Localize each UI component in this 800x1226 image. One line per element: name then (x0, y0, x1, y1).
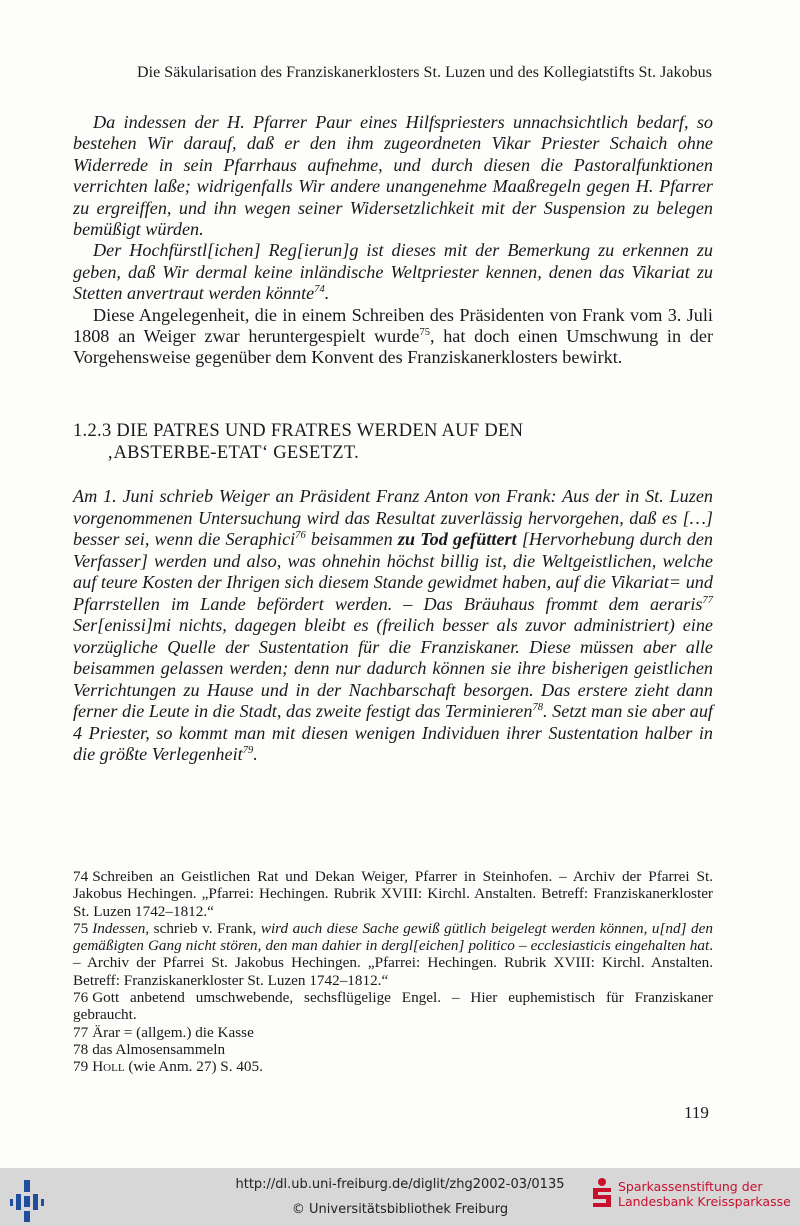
sparkasse-logo-icon[interactable] (590, 1176, 614, 1210)
footnote-79 (73, 1058, 713, 1075)
footnote-76 (73, 989, 713, 1024)
footnote-number: 76 (73, 989, 89, 1007)
sponsor-text[interactable] (618, 1180, 791, 1209)
footnote-75 (73, 920, 713, 989)
upper-text-block (73, 112, 713, 369)
section-heading-line-2: ‚ABSTERBE-ETAT‘ GESETZT. (107, 443, 360, 463)
footnote-74 (73, 868, 713, 920)
footnote-number: 74 (73, 868, 89, 885)
body-paragraph (73, 305, 713, 369)
quote-text-b: beisammen (305, 529, 398, 549)
footnote-text: das Almosensammeln (92, 1040, 226, 1058)
body-paragraph-text-b: , hat doch einen Umschwung in der Vorgehensweise gegenüber dem Konvent des Franziskanerklosters bewirkt. (73, 326, 713, 368)
quoted-paragraph-1: Da indessen der H. Pfarrer Paur eines Hilfspriesters unnachsichtlich bedarf, so bestehen Wir darauf, daß er den ihm zugeordneten Vikar Priester Schaich ohne Widerrede in sein Pfarrhaus aufnehme, und durch diesen die Pastoralfunktionen verrichten laße; widrigenfalls Wir andere unangenehme Maaßregeln gegen H. Pfarrer zu ergreiffen, und ihn wegen seiner Widersetzlichkeit mit der Suspension zu belegen bemüßigt würden. (73, 112, 713, 240)
footnote-number: 77 (73, 1023, 89, 1041)
quote-block (73, 486, 713, 766)
quote-text-f: . (253, 744, 258, 764)
footnote-text: (wie Anm. 27) S. 405. (124, 1058, 263, 1076)
footnote-text-italic: wird auch diese Sache gewiß gütlich beigelegt werden können, u[nd] den gemäßigten Gang nicht stören, den man dahier in dergl[eichen] politico – ecclesiasticis eingehalten hat (73, 919, 713, 955)
footnote-text: . – Archiv der Pfarrei St. Jakobus Hechingen. „Pfarrei: Hechingen. Rubrik XVIII: Kirchl. Anstalten. Betreff: Franziskanerkloster St. Luzen 1742–1812.“ (73, 937, 713, 989)
footnote-number: 75 (73, 919, 89, 937)
page-number: 119 (684, 1103, 709, 1122)
footnote-ref-75[interactable]: 75 (419, 327, 430, 338)
section-heading-line-1: 1.2.3 DIE PATRES UND FRATRES WERDEN AUF DEN (73, 421, 524, 441)
footnote-text: , schrieb v. Frank, (145, 919, 261, 937)
footnote-text: Schreiben an Geistlichen Rat und Dekan Weiger, Pfarrer in Steinhofen. – Archiv der Pfarrei St. Jakobus Hechingen. „Pfarrei: Hechingen. Rubrik XVIII: Kirchl. Anstalten. Betreff: Franziskanerkloster St. Luzen 1742–1812.“ (73, 868, 713, 920)
footnote-text: Ärar = (allgem.) die Kasse (92, 1023, 254, 1041)
footnote-ref-74[interactable]: 74 (314, 284, 325, 296)
footnote-ref-76[interactable]: 76 (295, 529, 306, 541)
quote-text-c: [Hervorhebung durch den Verfasser] werden und also, was ohnehin höchst billig ist, die Weltgeistlichen, welche auf teure Kosten der Ihrigen sich diesem Stande gewidmet haben, auf die Vikariat= und Pfarrstellen im Lande befördert werden. – Das Bräuhaus frommt dem aeraris (73, 529, 713, 614)
quoted-paragraph-2 (73, 240, 713, 304)
copyright-notice: © Universitätsbibliothek Freiburg (291, 1202, 509, 1217)
body-paragraph-text-a: Diese Angelegenheit, die in einem Schreiben des Präsidenten von Frank vom 3. Juli 1808 an Weiger zwar heruntergespielt wurde (73, 304, 713, 347)
footnote-ref-78[interactable]: 78 (532, 701, 543, 713)
sponsor-line-2: Landesbank Kreissparkasse (618, 1193, 791, 1209)
footnote-text: Gott anbetend umschwebende, sechsflügelige Engel. – Hier euphemistisch für Franziskaner gebraucht. (73, 989, 713, 1024)
section-heading (73, 420, 713, 464)
running-head: Die Säkularisation des Franziskanerklosters St. Luzen und des Kollegiatstifts St. Jakobus (136, 64, 712, 81)
footnote-ref-79[interactable]: 79 (242, 744, 254, 756)
footnote-77 (73, 1024, 713, 1041)
sponsor-line-1: Sparkassenstiftung der (618, 1179, 763, 1194)
quoted-paragraph-2-text: Der Hochfürstl[ichen] Reg[ierun]g ist dieses mit der Bemerkung zu erkennen zu geben, daß Wir dermal keine inländische Weltpriester kennen, denen das Vikariat zu Stetten anvertraut werden könnte (73, 240, 713, 304)
footnotes (73, 868, 713, 1076)
footnote-number: 79 (73, 1058, 89, 1076)
footnote-author: Holl (92, 1058, 125, 1076)
footnote-ref-77[interactable]: 77 (702, 594, 713, 606)
viewer-footer (0, 1168, 800, 1226)
footnote-text-italic: Indessen (92, 919, 146, 937)
quote-text-e: . Setzt man sie aber auf 4 Priester, so kommt man mit diesen wenigen Individuen ihrer Sustentation halber in die größte Verlegenheit (73, 701, 713, 764)
footnote-number: 78 (73, 1040, 89, 1058)
footnote-78 (73, 1041, 713, 1058)
quote-emphasis: zu Tod gefüttert (397, 529, 517, 549)
quote-text-d: Ser[enissi]mi nichts, dagegen bleibt es (freilich besser als zuvor administriert) eine vorzügliche Quelle der Sustentation für die Franziskaner. Diese müssen aber alle beisammen gelassen werden; denn nur dadurch können sie ihre bisherigen geistlichen Verrichtungen zu Hause und in der Nachbarschaft besorgen. Das erstere zieht dann ferner die Leute in die Stadt, das zweite festigt das Terminieren (73, 615, 713, 721)
quote-paragraph (73, 486, 713, 766)
permalink-url[interactable]: http://dl.ub.uni-freiburg.de/diglit/zhg2002-03/0135 (235, 1177, 565, 1192)
quoted-paragraph-2-end: . (324, 283, 330, 304)
quote-text-a: Am 1. Juni schrieb Weiger an Präsident Franz Anton von Frank: Aus der in St. Luzen vorgenommenen Untersuchung wird das Resultat zuverlässig hervorgehen, daß es […] besser sei, wenn die Seraphici (73, 486, 713, 549)
